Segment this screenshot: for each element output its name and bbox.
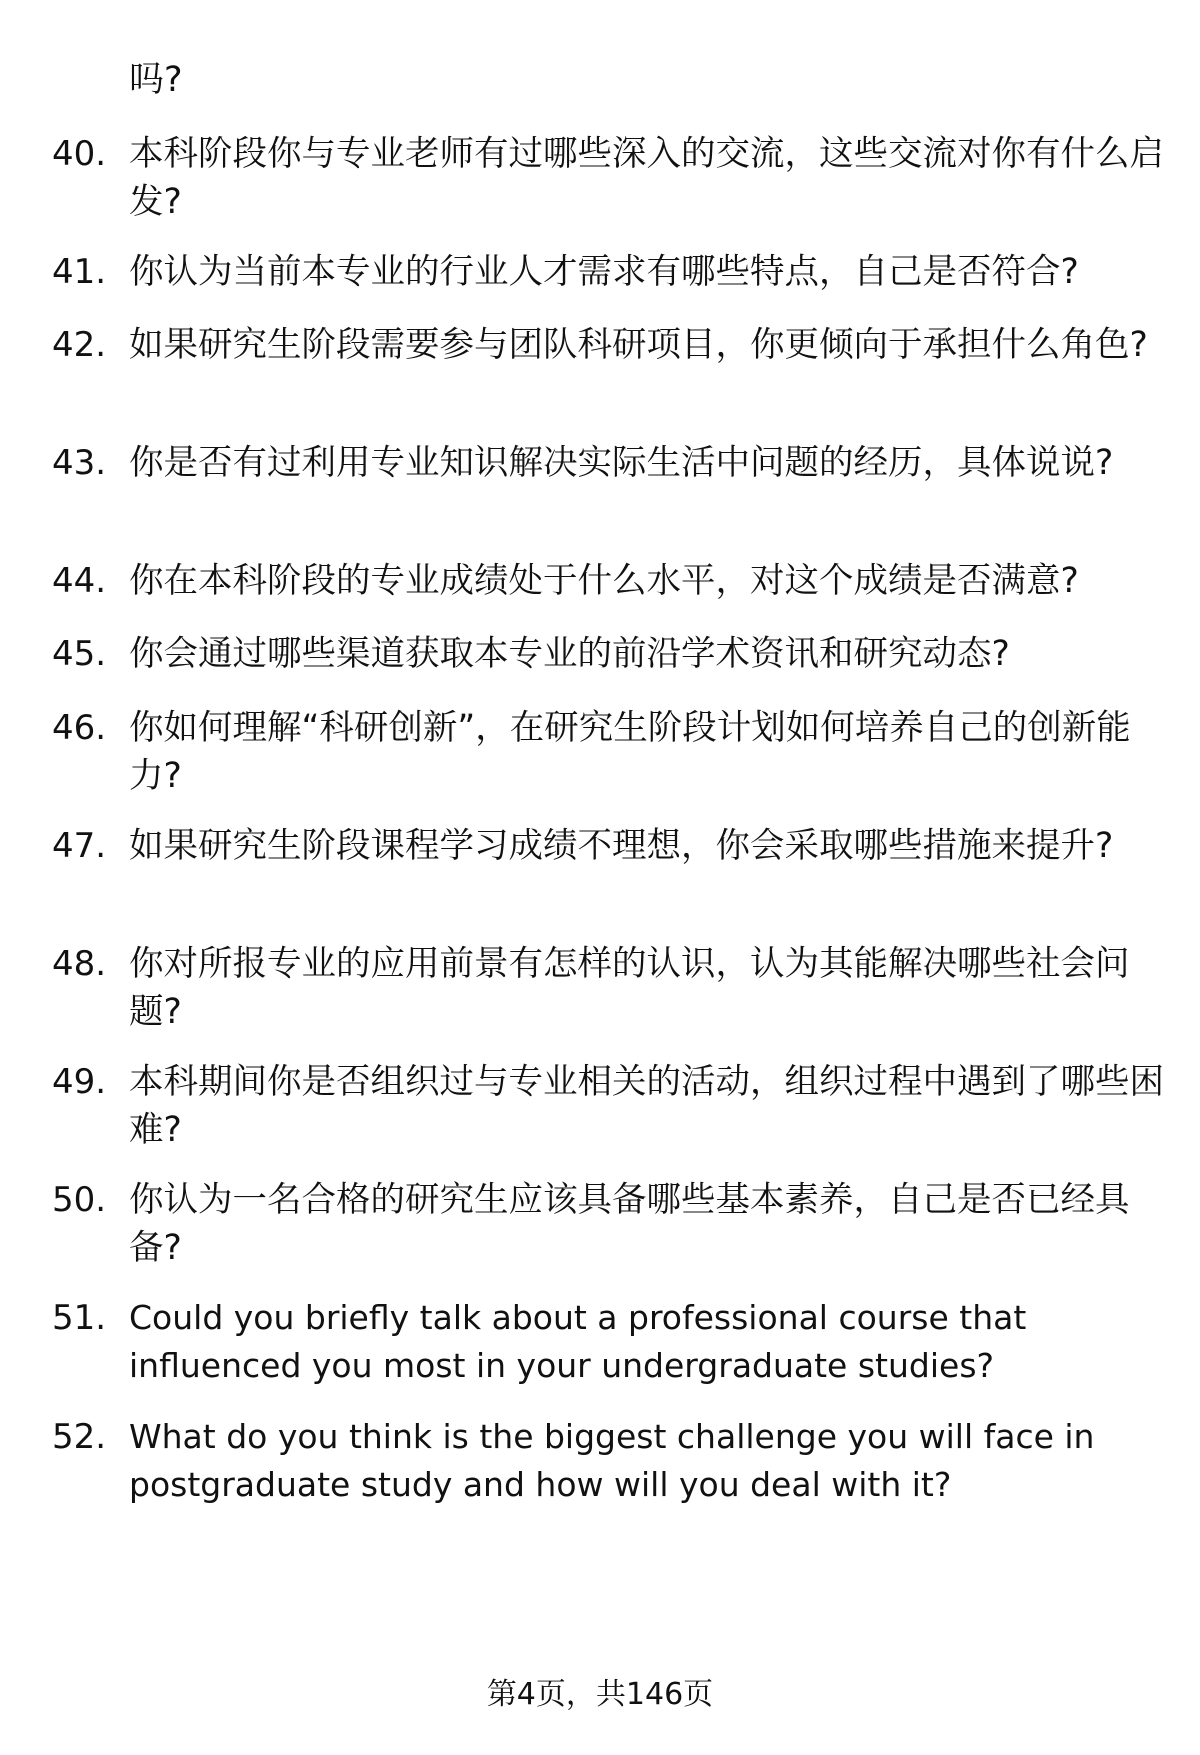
question-number: 51. [52,1298,107,1338]
page-footer: 第4页，共146页 [486,1677,714,1712]
question-number: 46. [52,708,107,748]
question-number: 48. [52,944,107,984]
question-number: 40. [52,134,107,174]
question-text: 如果研究生阶段课程学习成绩不理想，你会采取哪些措施来提升? [129,826,1114,866]
question-text: 你认为一名合格的研究生应该具备哪些基本素养，自己是否已经具备? [129,1180,1130,1268]
question-text: 你认为当前本专业的行业人才需求有哪些特点，自己是否符合? [129,252,1079,292]
question-text: 你是否有过利用专业知识解决实际生活中问题的经历，具体说说? [129,443,1114,483]
question-number: 43. [52,443,107,483]
question-number: 42. [52,325,107,365]
question-text: 你会通过哪些渠道获取本专业的前沿学术资讯和研究动态? [129,634,1010,674]
question-number: 49. [52,1062,107,1102]
question-text: Could you briefly talk about a professional course that influenced you most in your undergraduate studies? [129,1298,1027,1385]
question-text: What do you think is the biggest challenge you will face in postgraduate study and how will you deal with it? [129,1417,1095,1504]
question-text: 你如何理解“科研创新”，在研究生阶段计划如何培养自己的创新能力? [129,708,1131,796]
question-number: 50. [52,1180,107,1220]
question-number: 41. [52,252,107,292]
question-text: 本科期间你是否组织过与专业相关的活动，组织过程中遇到了哪些困难? [129,1062,1164,1150]
question-text: 如果研究生阶段需要参与团队科研项目，你更倾向于承担什么角色? [129,325,1148,365]
question-text: 你对所报专业的应用前景有怎样的认识，认为其能解决哪些社会问题? [129,944,1130,1032]
question-text: 你在本科阶段的专业成绩处于什么水平，对这个成绩是否满意? [129,561,1079,601]
continued-question-text: 吗? [129,60,183,100]
question-number: 47. [52,826,107,866]
question-number: 52. [52,1417,107,1457]
question-text: 本科阶段你与专业老师有过哪些深入的交流，这些交流对你有什么启发? [129,134,1164,222]
question-number: 44. [52,561,107,601]
question-number: 45. [52,634,107,674]
